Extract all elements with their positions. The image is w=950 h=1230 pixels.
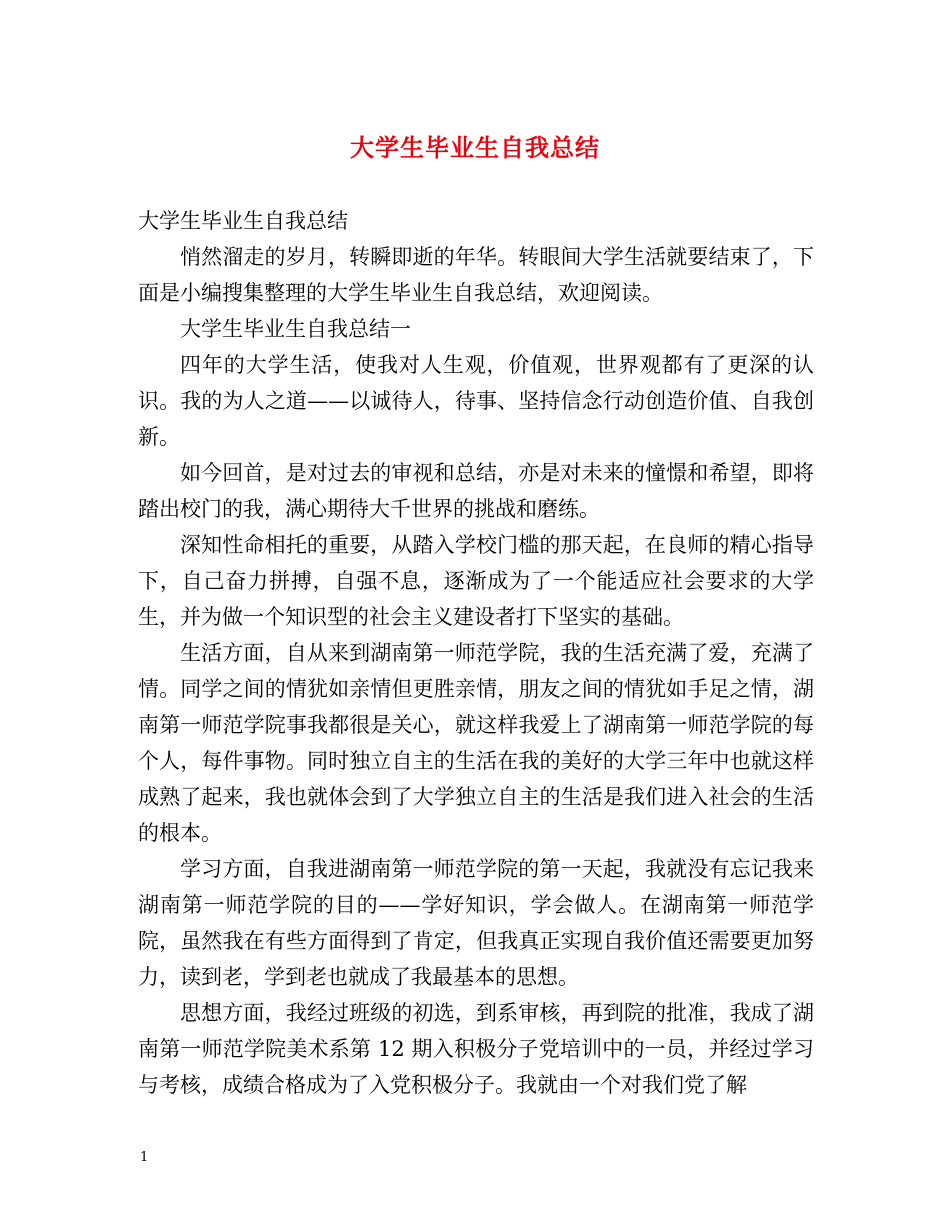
page-number: 1	[140, 1150, 149, 1165]
paragraph: 深知性命相托的重要，从踏入学校门槛的那天起，在良师的精心指导下，自己奋力拼搏，自强不息，逐渐成为了一个能适应社会要求的大学生，并为做一个知识型的社会主义建设者打下坚实的基础。	[138, 533, 814, 629]
paragraph: 学习方面，自我进湖南第一师范学院的第一天起，我就没有忘记我来湖南第一师范学院的目的——学好知识，学会做人。在湖南第一师范学院，虽然我在有些方面得到了肯定，但我真正实现自我价值还需要更加努力，读到老，学到老也就成了我最基本的思想。	[138, 857, 814, 989]
paragraph: 大学生毕业生自我总结一	[180, 317, 411, 341]
paragraph: 思想方面，我经过班级的初选，到系审核，再到院的批准，我成了湖南第一师范学院美术系第 12 期入积极分子党培训中的一员，并经过学习与考核，成绩合格成为了入党积极分子。我就由一个对我们党了解	[138, 1001, 814, 1097]
paragraph: 生活方面，自从来到湖南第一师范学院，我的生活充满了爱，充满了情。同学之间的情犹如亲情但更胜亲情，朋友之间的情犹如手足之情，湖南第一师范学院事我都很是关心，就这样我爱上了湖南第一师范学院的每个人，每件事物。同时独立自主的生活在我的美好的大学三年中也就这样成熟了起来，我也就体会到了大学独立自主的生活是我们进入社会的生活的根本。	[138, 641, 814, 845]
paragraph: 大学生毕业生自我总结	[138, 209, 348, 233]
document-body	[138, 203, 814, 1103]
paragraph: 如今回首，是对过去的审视和总结，亦是对未来的憧憬和希望，即将踏出校门的我，满心期待大千世界的挑战和磨练。	[138, 461, 814, 521]
paragraph: 悄然溜走的岁月，转瞬即逝的年华。转眼间大学生活就要结束了，下面是小编搜集整理的大学生毕业生自我总结，欢迎阅读。	[138, 245, 814, 305]
document-title: 大学生毕业生自我总结	[350, 133, 600, 162]
paragraph: 四年的大学生活，使我对人生观，价值观，世界观都有了更深的认识。我的为人之道——以诚待人，待事、坚持信念行动创造价值、自我创新。	[138, 353, 814, 449]
